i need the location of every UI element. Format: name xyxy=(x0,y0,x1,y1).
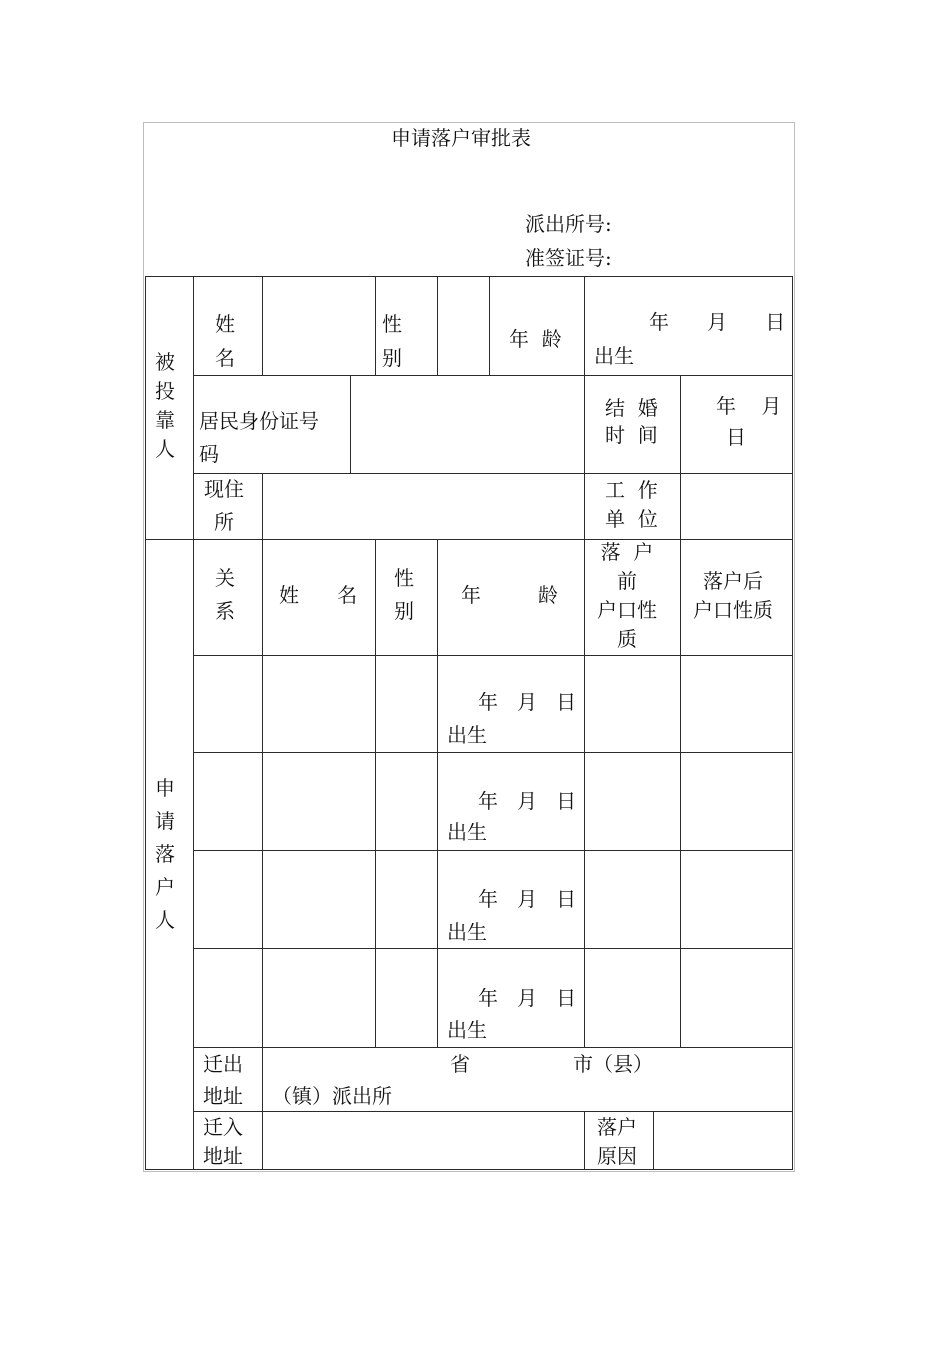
applicant-birth-suffix: 出生 xyxy=(447,723,487,747)
rule xyxy=(193,948,793,949)
rule xyxy=(375,539,376,1048)
col-gender-header: 性 别 xyxy=(394,566,414,623)
rule xyxy=(193,752,793,753)
permit-number-label: 准签证号: xyxy=(525,246,612,270)
rule xyxy=(792,276,793,1170)
id-number-label: 居民身份证号 码 xyxy=(199,409,319,466)
dependee-birth-date: 年 月 日 xyxy=(649,310,786,334)
rule xyxy=(193,850,793,851)
move-out-city: 市（县） xyxy=(573,1052,653,1076)
rule xyxy=(145,539,793,540)
col-before-type-header: 落 户 前 户口性 质 xyxy=(597,540,657,651)
rule xyxy=(193,1047,793,1048)
marriage-day: 日 xyxy=(726,425,746,449)
rule xyxy=(680,375,681,540)
rule xyxy=(584,539,585,1048)
applicant-birth-date: 年 月 日 xyxy=(478,789,577,813)
move-out-station: （镇）派出所 xyxy=(272,1084,392,1108)
applicant-birth-date: 年 月 日 xyxy=(478,690,577,714)
rule xyxy=(680,539,681,1048)
rule xyxy=(262,539,263,1170)
rule xyxy=(262,276,263,376)
work-unit-label: 工 作 单 位 xyxy=(605,478,658,531)
marriage-time-label: 结 婚 时 间 xyxy=(605,396,658,447)
police-station-number-label: 派出所号: xyxy=(525,212,612,236)
rule xyxy=(145,276,146,1170)
rule xyxy=(193,375,793,376)
marriage-year-month: 年 月 xyxy=(716,394,782,418)
rule xyxy=(437,276,438,376)
move-in-address-label: 迁入 地址 xyxy=(203,1115,243,1168)
applicant-birth-suffix: 出生 xyxy=(447,920,487,944)
dependee-section-label: 被 投 靠 人 xyxy=(155,350,175,461)
applicant-birth-date: 年 月 日 xyxy=(478,986,577,1010)
rule xyxy=(375,276,376,376)
col-age-header-1: 年 xyxy=(461,583,481,607)
col-relation-header: 关 系 xyxy=(215,566,235,623)
rule xyxy=(437,539,438,1048)
rule xyxy=(193,276,194,1170)
move-out-province: 省 xyxy=(450,1052,470,1076)
dependee-name-label: 姓 名 xyxy=(215,312,235,370)
applicant-section-label: 申 请 落 户 人 xyxy=(155,776,175,932)
move-out-address-label: 迁出 地址 xyxy=(203,1052,243,1108)
dependee-gender-label: 性 别 xyxy=(382,312,402,370)
settle-reason-label: 落户 原因 xyxy=(597,1115,637,1168)
rule xyxy=(262,473,263,540)
col-age-header-2: 龄 xyxy=(538,583,558,607)
rule xyxy=(145,276,793,277)
applicant-birth-date: 年 月 日 xyxy=(478,887,577,911)
rule xyxy=(193,655,793,656)
rule xyxy=(584,276,585,540)
form-title: 申请落户审批表 xyxy=(391,126,531,150)
applicant-birth-suffix: 出生 xyxy=(447,1018,487,1042)
dependee-birth-suffix: 出生 xyxy=(594,344,634,368)
residence-label: 现住 所 xyxy=(204,477,244,534)
rule xyxy=(489,276,490,376)
col-name-header: 姓 名 xyxy=(279,583,358,607)
applicant-birth-suffix: 出生 xyxy=(447,820,487,844)
rule xyxy=(653,1111,654,1170)
rule xyxy=(193,473,793,474)
col-after-type-header: 落户后 户口性质 xyxy=(693,569,773,622)
rule xyxy=(584,1111,585,1170)
rule xyxy=(350,375,351,474)
dependee-age-label: 年 龄 xyxy=(509,327,562,351)
